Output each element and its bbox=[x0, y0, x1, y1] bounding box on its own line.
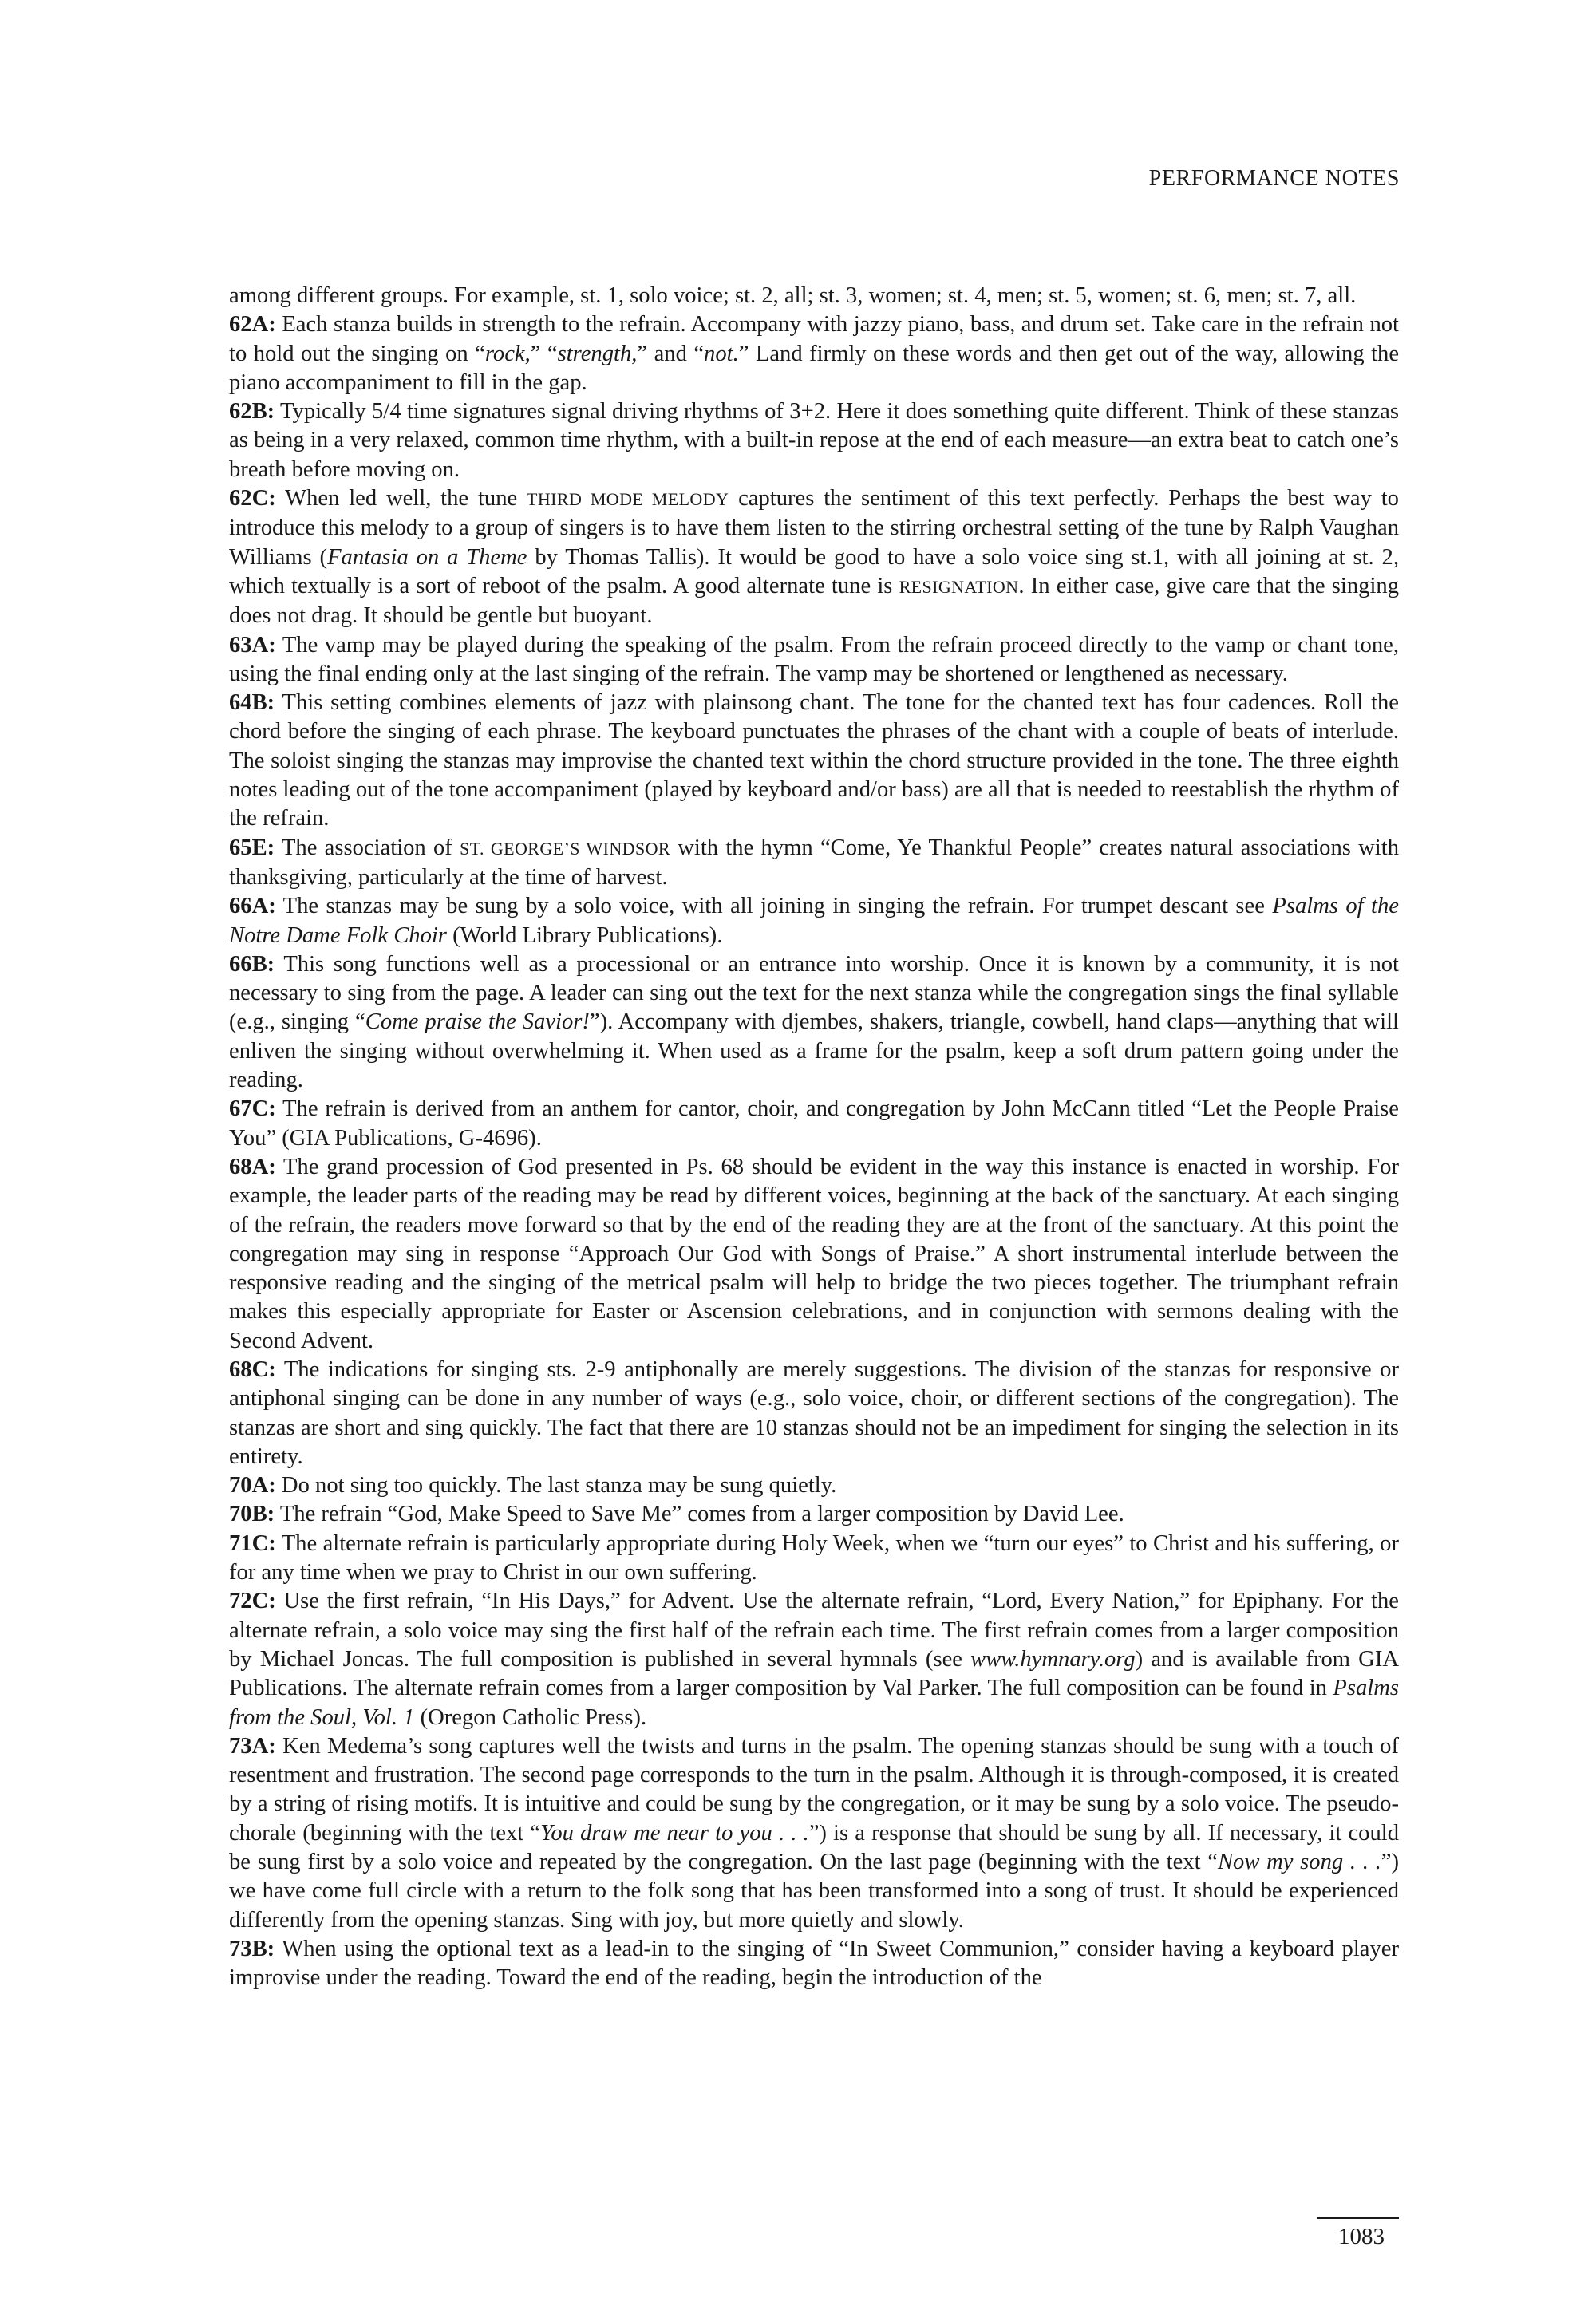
note-paragraph bbox=[229, 631, 1399, 689]
note-number: 62A: bbox=[229, 312, 276, 338]
performance-notes-body bbox=[229, 282, 1399, 1993]
note-paragraph bbox=[229, 1732, 1399, 1935]
note-text: When led well, the tune THIRD MODE MELODY captures the sentiment of this text perfectly. Perhaps the best way to introduce this melody to a group of singers is to have them listen to the stirring orchestral setting of the tune by Ralph Vaughan Williams (Fantasia on a Theme by Thomas Tallis). It would be good to have a solo voice sing st.1, with all joining at st. 2, which textually is a sort of reboot of the psalm. A good alternate tune is RESIGNATION. In either case, give care that the singing does not drag. It should be gentle but buoyant. bbox=[229, 486, 1399, 629]
note-number: 70A: bbox=[229, 1473, 276, 1499]
note-number: 67C: bbox=[229, 1096, 276, 1122]
note-paragraph bbox=[229, 310, 1399, 397]
note-text: Do not sing too quickly. The last stanza may be sung quietly. bbox=[281, 1473, 837, 1499]
note-number: 73B: bbox=[229, 1936, 275, 1961]
note-number: 73A: bbox=[229, 1733, 276, 1759]
note-number: 62B: bbox=[229, 399, 275, 424]
note-text: When using the optional text as a lead-in to the singing of “In Sweet Communion,” consider having a keyboard player improvise under the reading. Toward the end of the reading, begin the introduction of the bbox=[229, 1936, 1399, 1991]
note-paragraph bbox=[229, 1095, 1399, 1153]
note-paragraph bbox=[229, 1530, 1399, 1588]
note-text: The refrain is derived from an anthem for cantor, choir, and congregation by John McCann titled “Let the People Praise You” (GIA Publications, G-4696). bbox=[229, 1096, 1399, 1151]
note-number: 68A: bbox=[229, 1154, 276, 1179]
note-paragraph bbox=[229, 282, 1399, 310]
note-text: Use the first refrain, “In His Days,” for Advent. Use the alternate refrain, “Lord, Every Nation,” for Epiphany. For the alternate refrain, a solo voice may sing the first half of the refrain each time. The first refrain comes from a larger composition by Michael Joncas. The full composition is published in several hymnals (see www.hymnary.org) and is available from GIA Publications. The alternate refrain comes from a larger composition by Val Parker. The full composition can be found in Psalms from the Soul, Vol. 1 (Oregon Catholic Press). bbox=[229, 1589, 1400, 1730]
note-number: 70B: bbox=[229, 1502, 275, 1527]
note-text: The indications for singing sts. 2-9 antiphonally are merely suggestions. The division of the stanzas for responsive or antiphonal singing can be done in any number of ways (e.g., solo voice, choir, or different sections of the congregation). The stanzas are short and sing quickly. The fact that there are 10 stanzas should not be an impediment for singing the selection in its entirety. bbox=[229, 1356, 1399, 1469]
note-paragraph bbox=[229, 397, 1399, 484]
note-number: 64B: bbox=[229, 690, 275, 716]
note-paragraph bbox=[229, 1587, 1399, 1732]
note-text: The refrain “God, Make Speed to Save Me” comes from a larger composition by David Lee. bbox=[279, 1502, 1124, 1527]
page-number: 1083 bbox=[1338, 2224, 1385, 2249]
note-paragraph bbox=[229, 834, 1399, 893]
note-paragraph bbox=[229, 1935, 1399, 1993]
note-text: The stanzas may be sung by a solo voice, with all joining in singing the refrain. For trumpet descant see Psalms of the Notre Dame Folk Choir (World Library Publications). bbox=[229, 894, 1399, 948]
note-number: 68C: bbox=[229, 1356, 276, 1382]
note-text: Ken Medema’s song captures well the twists and turns in the psalm. The opening stanzas should be sung with a touch of resentment and frustration. The second page corresponds to the turn in the psalm. Although it is through-composed, it is created by a string of rising motifs. It is intuitive and could be sung by the congregation, or it may be sung by a solo voice. The pseudo-chorale (beginning with the text “You draw me near to you . . .”) is a response that should be sung by all. If necessary, it could be sung first by a solo voice and repeated by the congregation. On the last page (beginning with the text “Now my song . . .”) we have come full circle with a return to the folk song that has been transformed into a song of trust. It should be experienced differently from the opening stanzas. Sing with joy, but more quietly and slowly. bbox=[229, 1733, 1399, 1933]
note-paragraph bbox=[229, 1471, 1399, 1500]
running-head: PERFORMANCE NOTES bbox=[1148, 166, 1400, 191]
note-text: The alternate refrain is particularly appropriate during Holy Week, when we “turn our eyes” to Christ and his suffering, or for any time when we pray to Christ in our own suffering. bbox=[229, 1530, 1399, 1585]
note-paragraph bbox=[229, 484, 1399, 630]
note-text: The association of ST. GEORGE’S WINDSOR with the hymn “Come, Ye Thankful People” creates natural associations with thanksgiving, particularly at the time of harvest. bbox=[229, 835, 1399, 890]
note-text: This song functions well as a processional or an entrance into worship. Once it is known by a community, it is not necessary to sing from the page. A leader can sing out the text for the next stanza while the congregation sings the final syllable (e.g., singing “Come praise the Savior!”). Accompany with djembes, shakers, triangle, cowbell, hand claps—anything that will enliven the singing without overwhelming it. When used as a frame for the psalm, keep a soft drum pattern going under the reading. bbox=[229, 951, 1399, 1093]
note-paragraph bbox=[229, 892, 1399, 950]
note-text: among different groups. For example, st. 1, solo voice; st. 2, all; st. 3, women; st. 4, men; st. 5, women; st. 6, men; st. 7, all. bbox=[229, 283, 1357, 308]
note-text: The vamp may be played during the speaking of the psalm. From the refrain proceed directly to the vamp or chant tone, using the final ending only at the last singing of the refrain. The vamp may be shortened or lengthened as necessary. bbox=[229, 632, 1399, 686]
note-number: 62C: bbox=[229, 486, 276, 511]
note-paragraph bbox=[229, 1500, 1399, 1529]
note-text: Typically 5/4 time signatures signal driving rhythms of 3+2. Here it does something quite different. Think of these stanzas as being in a very relaxed, common time rhythm, with a built-in repose at the end of each measure—an extra beat to catch one’s breath before moving on. bbox=[229, 399, 1399, 482]
note-text: Each stanza builds in strength to the refrain. Accompany with jazzy piano, bass, and drum set. Take care in the refrain not to hold out the singing on “rock,” “strength,” and “not.” Land firmly on these words and then get out of the way, allowing the piano accompaniment to fill in the gap. bbox=[229, 312, 1400, 395]
note-number: 66A: bbox=[229, 894, 276, 919]
note-number: 65E: bbox=[229, 835, 275, 860]
note-paragraph bbox=[229, 689, 1399, 833]
note-number: 71C: bbox=[229, 1530, 276, 1556]
note-text: This setting combines elements of jazz with plainsong chant. The tone for the chanted text has four cadences. Roll the chord before the singing of each phrase. The keyboard punctuates the phrases of the chant with a couple of beats of interlude. The soloist singing the stanzas may improvise the chanted text within the chord structure provided in the tone. The three eighth notes leading out of the tone accompaniment (played by keyboard and/or bass) are all that is needed to reestablish the rhythm of the refrain. bbox=[229, 690, 1400, 831]
note-paragraph bbox=[229, 1153, 1399, 1356]
note-number: 63A: bbox=[229, 632, 276, 657]
footer-rule bbox=[1317, 2217, 1399, 2219]
note-number: 66B: bbox=[229, 951, 275, 977]
note-paragraph bbox=[229, 1356, 1399, 1471]
note-text: The grand procession of God presented in Ps. 68 should be evident in the way this instance is enacted in worship. For example, the leader parts of the reading may be read by different voices, beginning at the back of the sanctuary. At each singing of the refrain, the readers move forward so that by the end of the reading they are at the front of the sanctuary. At this point the congregation may sing in response “Approach Our God with Songs of Praise.” A short instrumental interlude between the responsive reading and the singing of the metrical psalm will help to bridge the two pieces together. The triumphant refrain makes this especially appropriate for Easter or Ascension celebrations, and in conjunction with sermons dealing with the Second Advent. bbox=[229, 1154, 1399, 1353]
note-number: 72C: bbox=[229, 1589, 276, 1614]
note-paragraph bbox=[229, 950, 1399, 1095]
